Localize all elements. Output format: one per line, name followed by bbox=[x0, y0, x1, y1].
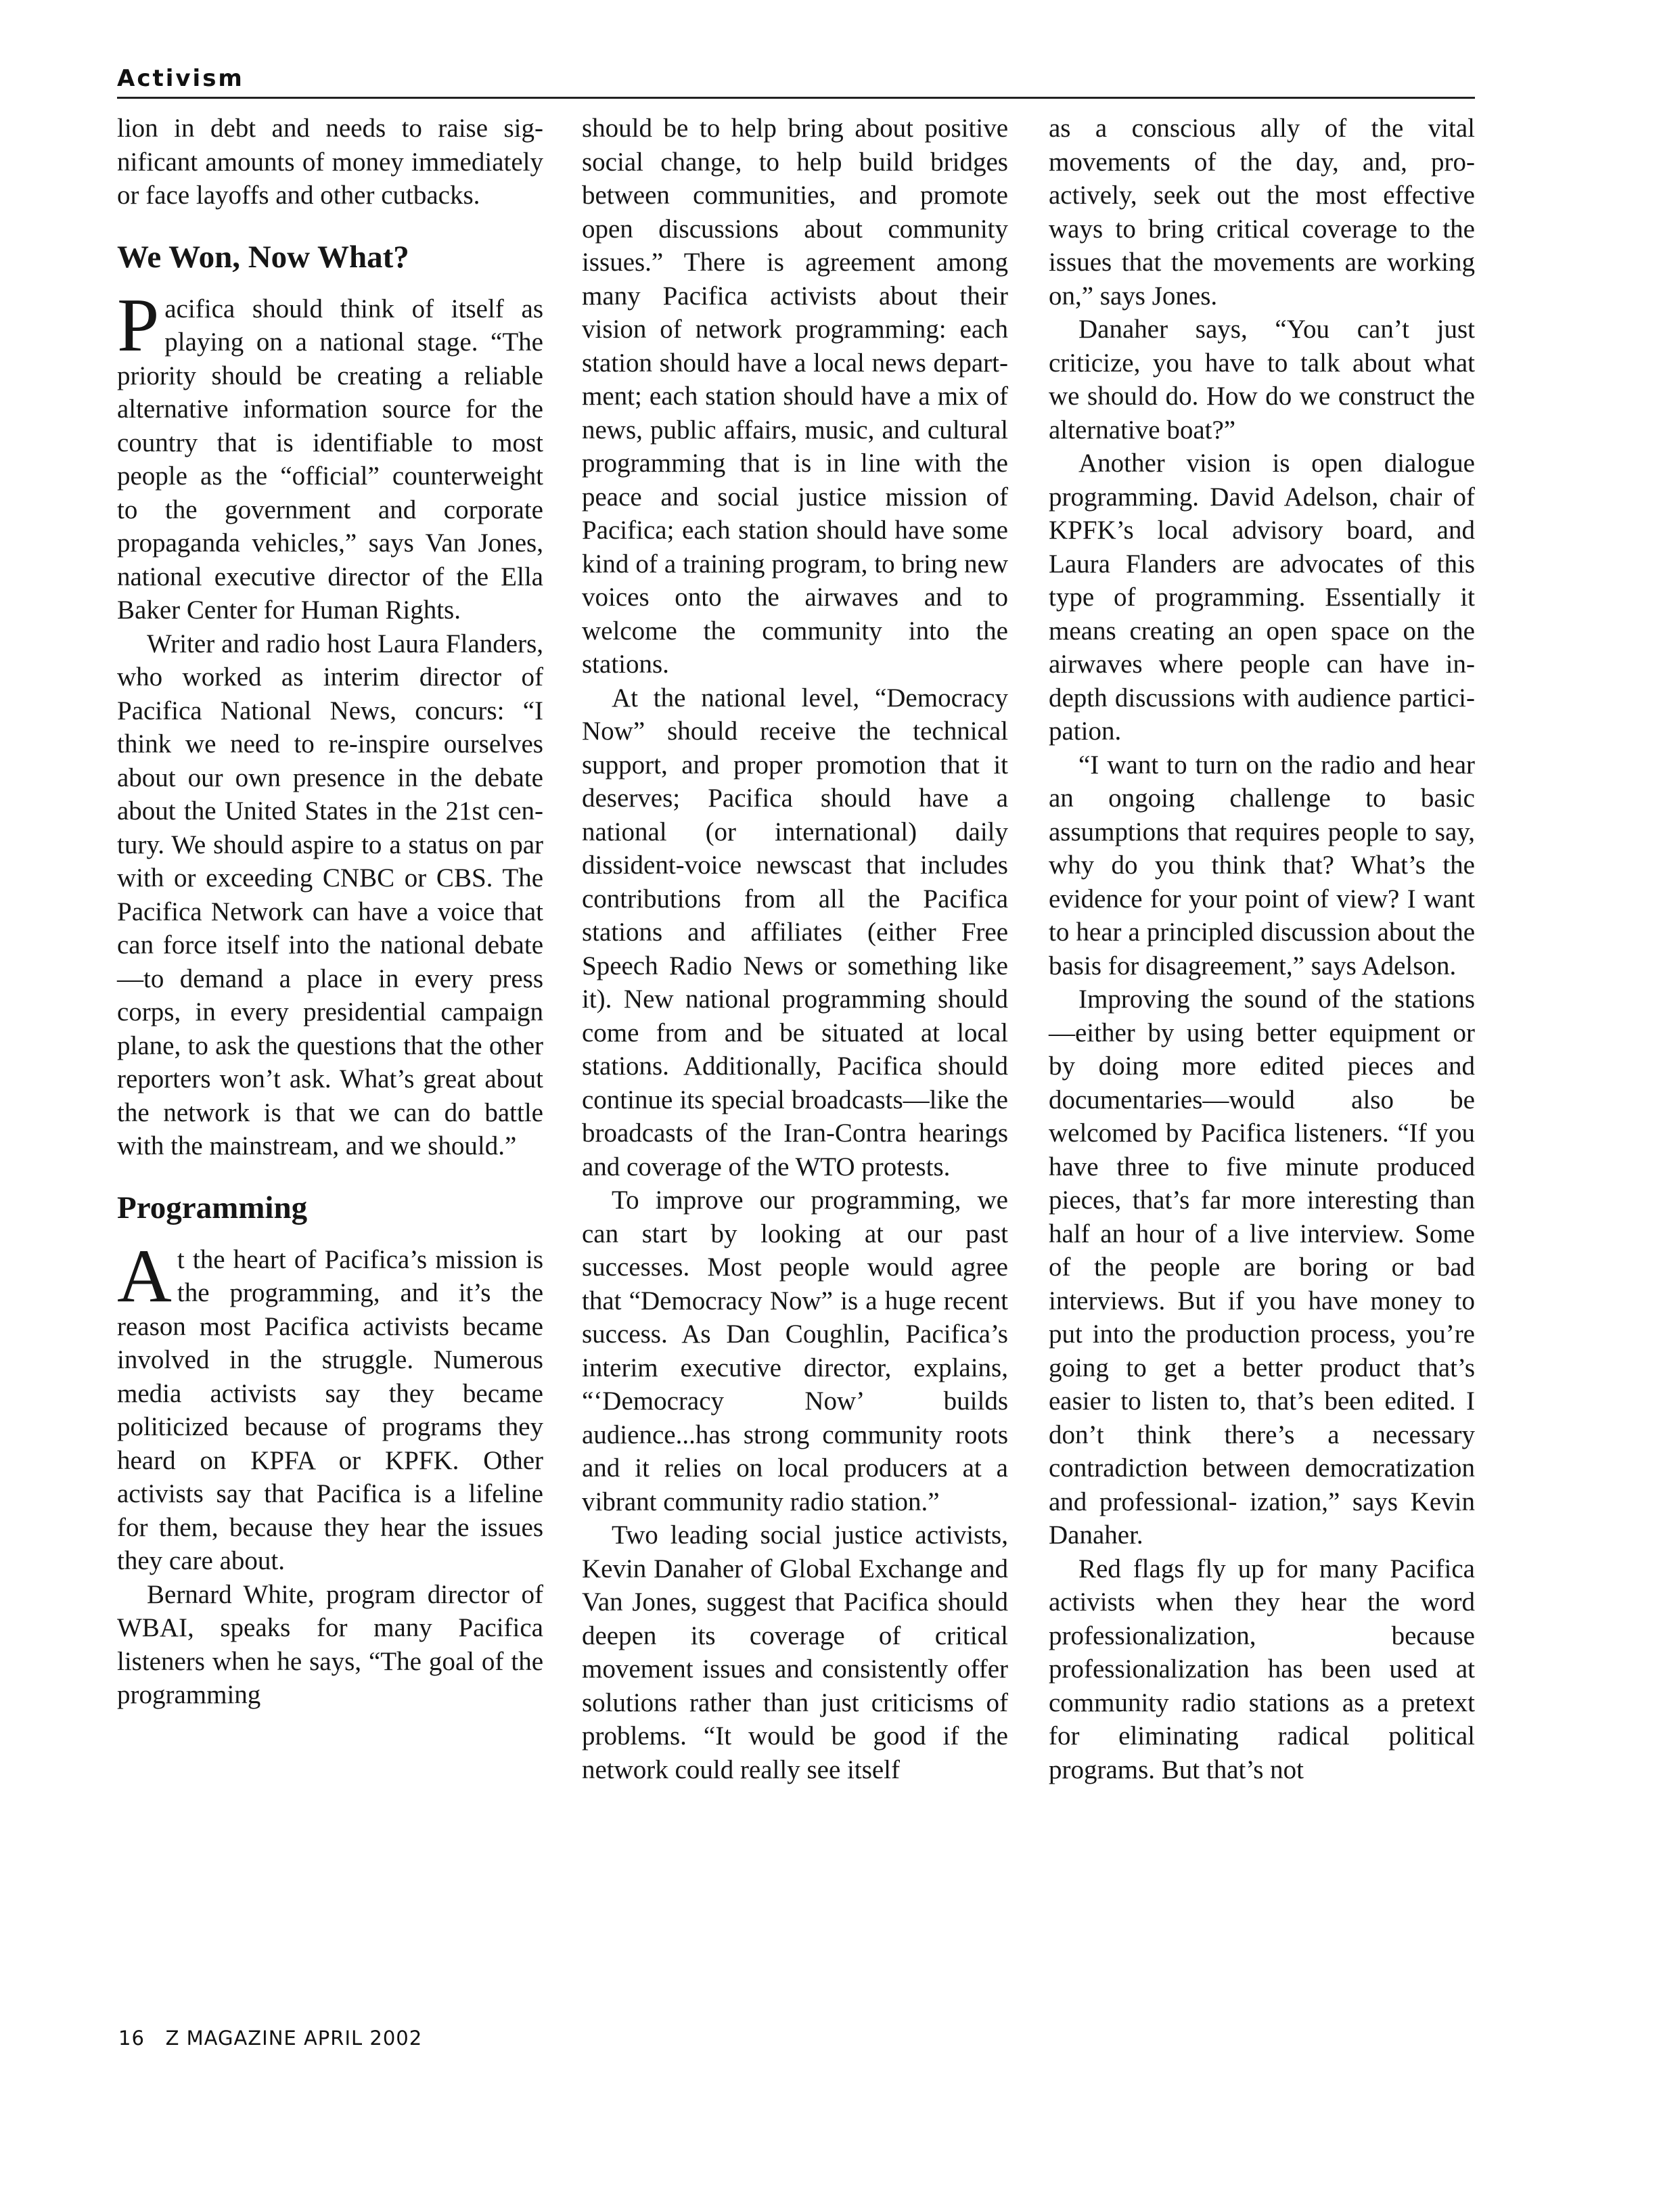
subheading: We Won, Now What? bbox=[117, 239, 409, 275]
paragraph: To improve our programming, we can start by looking at our past successes. Most people would agree that “Democracy Now” is a huge recent success. As Dan Coughlin, Pacifica’s interim executive director, explains, “‘Democracy Now’ builds audience...has strong community roots and it relies on local producers at a vibrant community radio station.” bbox=[582, 1186, 1008, 1516]
header-rule bbox=[117, 97, 1475, 99]
paragraph: Red flags fly up for many Pacifica activists when they hear the word professionalization, because professionalization has been used at community radio stations as a pretext for eliminating radical political programs. But that’s not bbox=[1049, 1554, 1475, 1784]
paragraph: Writer and radio host Laura Flanders, who worked as interim director of Pacifica National News, concurs: “I think we need to re-inspire ourselves about our own presence in the debate about the United States in the 21st century. We should aspire to a status on par with or exceeding CNBC or CBS. The Pacifica Network can have a voice that can force itself into the national debate—to demand a place in every press corps, in every presidential campaign plane, to ask the questions that the other reporters won’t ask. What’s great about the network is that we can do battle with the mainstream, and we should.” bbox=[117, 629, 543, 1160]
paragraph-text: t the heart of Pacifica’s mission is the programming, and it’s the reason most Pacifica activists became involved in the struggle. Numerous media activists say they became politicized because of programs they heard on KPFA or KPFK. Other activists say that Pacifica is a lifeline for them, because they hear the issues they care about. bbox=[117, 1244, 543, 1575]
publication-info: Z MAGAZINE APRIL 2002 bbox=[165, 2027, 423, 2050]
paragraph: should be to help bring about positive social change, to help build bridges between communities, and promote open discussions about community issues.” There is agreement among many Pacifica activists about their vision of network programming: each station should have a local news department; each station should have a mix of news, public affairs, music, and cultural programming that is in line with the peace and social justice mission of Pacifica; each station should have some kind of a training program, to bring new voices onto the airwaves and to welcome the community into the stations. bbox=[582, 114, 1008, 679]
paragraph: “I want to turn on the radio and hear an ongoing challenge to basic assumptions that requires people to say, why do you think that? What’s the evidence for your point of view? I want to hear a principled discussion about the basis for disagreement,” says Adelson. bbox=[1049, 750, 1475, 980]
subheading: Programming bbox=[117, 1190, 308, 1225]
paragraph: Bernard White, program director of WBAI, speaks for many Pacifica listeners when he says, “The goal of the programming bbox=[117, 1579, 543, 1709]
paragraph-dropcap bbox=[117, 283, 543, 627]
column-3 bbox=[1049, 112, 1475, 2006]
paragraph: Danaher says, “You can’t just criticize, you have to talk about what we should do. How do we construct the alternative boat?” bbox=[1049, 315, 1475, 445]
column-1 bbox=[117, 112, 543, 2006]
drop-cap: P bbox=[117, 283, 160, 367]
column-2 bbox=[582, 112, 1008, 2006]
paragraph: Improving the sound of the stations—either by using better equipment or by doing more edited pieces and documentaries—would also be welcomed by Pacifica listeners. “If you have three to five minute produced pieces, that’s far more interesting than half an hour of a live interview. Some of the people are boring or bad interviews. But if you have money to put into the production process, you’re going to get a better product that’s easier to listen to, that’s been edited. I don’t think there’s a necessary contradiction between democratization and professional- ization,” says Kevin Danaher. bbox=[1049, 985, 1475, 1550]
drop-cap: A bbox=[117, 1234, 172, 1318]
paragraph-dropcap bbox=[117, 1234, 543, 1578]
paragraph-text: acifica should think of itself as playing on a national stage. “The priority should be creating a reliable alternative information source for the country that is identifiable to most people as the “official” counterweight to the government and corporate propaganda vehicles,” says Van Jones, national executive director of the Ella Baker Center for Human Rights. bbox=[117, 294, 543, 625]
paragraph: Two leading social justice activists, Kevin Danaher of Global Exchange and Van Jones, suggest that Pacifica should deepen its coverage of critical movement issues and consistently offer solutions rather than just criticisms of problems. “It would be good if the network could really see itself bbox=[582, 1520, 1008, 1784]
paragraph: lion in debt and needs to raise significant amounts of money immediately or face layoffs and other cutbacks. bbox=[117, 114, 543, 210]
page-number: 16 bbox=[118, 2027, 145, 2050]
paragraph: At the national level, “Democracy Now” should receive the technical support, and proper promotion that it deserves; Pacifica should have a national (or international) daily dissident-voice newscast that includes contributions from all the Pacifica stations and affiliates (either Free Speech Radio News or something like it). New national programming should come from and be situated at local stations. Additionally, Pacifica should continue its special broadcasts—like the broadcasts of the Iran-Contra hearings and coverage of the WTO protests. bbox=[582, 683, 1008, 1181]
page-footer bbox=[118, 2027, 422, 2050]
section-label: Activism bbox=[117, 65, 244, 92]
paragraph: Another vision is open dialogue programming. David Adelson, chair of KPFK’s local advisory board, and Laura Flanders are advocates of this type of programming. Essentially it means creating an open space on the airwaves where people can have in-depth discussions with audience participation. bbox=[1049, 449, 1475, 746]
paragraph: as a conscious ally of the vital movements of the day, and, pro-actively, seek out the most effective ways to bring critical coverage to the issues that the movements are working on,” says Jones. bbox=[1049, 114, 1475, 311]
